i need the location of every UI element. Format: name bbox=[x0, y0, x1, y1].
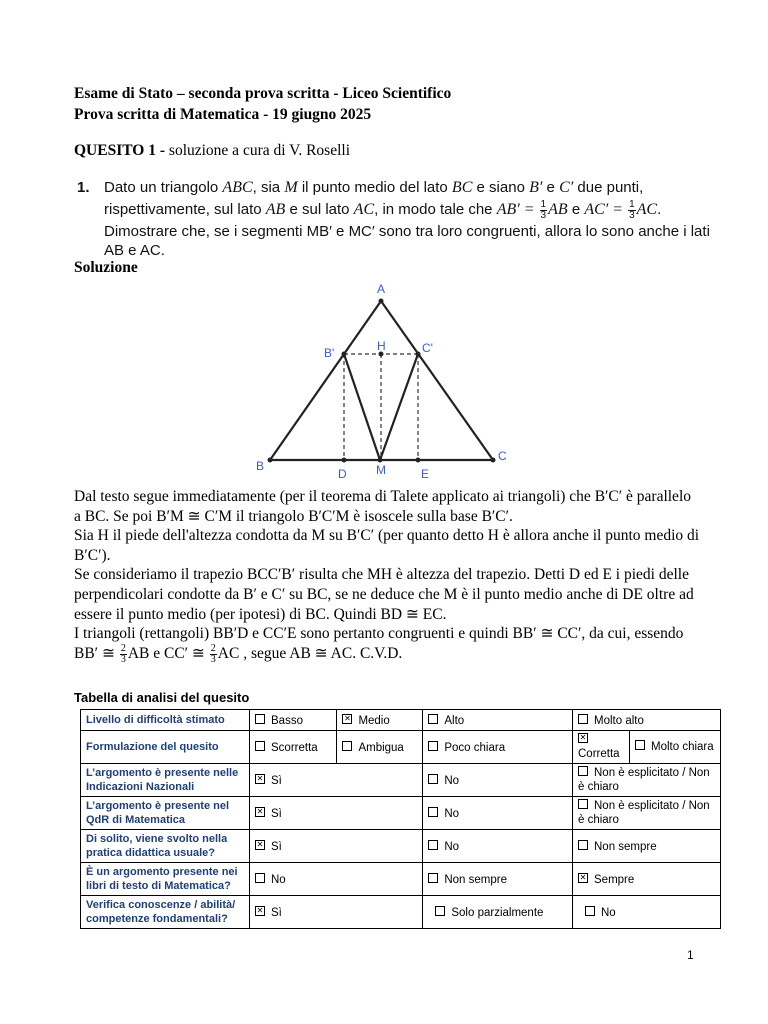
label-e: E bbox=[421, 467, 430, 479]
checkbox-icon[interactable] bbox=[428, 774, 438, 784]
checkbox-icon[interactable] bbox=[255, 741, 265, 751]
option-cell[interactable]: ✕ Corretta bbox=[573, 731, 630, 764]
option-cell[interactable]: Ambigua bbox=[337, 731, 423, 764]
row-label: Livello di difficoltà stimato bbox=[81, 710, 250, 731]
problem-statement bbox=[73, 176, 710, 260]
label-bp: B' bbox=[324, 346, 335, 360]
option-cell[interactable]: No bbox=[250, 863, 423, 896]
table-row bbox=[81, 797, 721, 830]
label-h: H bbox=[377, 339, 386, 353]
problem-number: 1. bbox=[77, 179, 90, 196]
checkbox-icon[interactable] bbox=[428, 714, 438, 724]
checked-checkbox-icon[interactable] bbox=[255, 906, 265, 916]
problem-line-1: Dato un triangolo ABC, sia M il punto medio del lato BC e siano B′ e C′ due punti, bbox=[104, 179, 644, 196]
option-cell[interactable]: No bbox=[423, 764, 573, 797]
row-label: L’argomento è presente nel QdR di Matematica bbox=[81, 797, 250, 830]
checked-checkbox-icon[interactable] bbox=[578, 873, 588, 883]
row-label: L’argomento è presente nelle Indicazioni Nazionali bbox=[81, 764, 250, 797]
label-m: M bbox=[376, 463, 386, 477]
option-cell[interactable]: ✕ Sempre bbox=[573, 863, 721, 896]
option-cell[interactable]: Molto chiara bbox=[630, 731, 721, 764]
row-label: Di solito, viene svolto nella pratica didattica usuale? bbox=[81, 830, 250, 863]
problem-line-2: rispettivamente, sul lato AB e sul lato AC, in modo tale che AB′ = $\frac{1}{3}$ AB e AC′ = $\frac{1}{3}$ AC. bbox=[104, 198, 662, 221]
checkbox-icon[interactable] bbox=[635, 740, 645, 750]
table-title: Tabella di analisi del quesito bbox=[74, 690, 250, 705]
point-bp bbox=[342, 352, 347, 357]
solution-paragraph-2: Sia H il piede dell'altezza condotta da M su B′C′ (per quanto detto H è allora anche il punto medio di B′C′). bbox=[74, 527, 700, 564]
fraction-one-third-2: $\frac{1}{3}$ bbox=[629, 198, 635, 221]
checked-checkbox-icon[interactable] bbox=[255, 807, 265, 817]
solution-paragraph-3: Se consideriamo il trapezio BCC′B′ risulta che MH è altezza del trapezio. Detti D ed E i piedi delle perpendicolari condotte da B′ e C′ su BC, se ne deduce che M è il punto medio anche di DE oltre ad essere il punto medio (per ipotesi) di BC. Quindi BD ≅ EC. bbox=[74, 566, 694, 623]
option-cell[interactable]: ✕Sì bbox=[250, 797, 423, 830]
solution-paragraph-5: BB′ ≅ $\frac{2}{3}$ AB e CC′ ≅ $\frac{2}{3}$ AC , segue AB ≅ AC. C.V.D. bbox=[74, 642, 403, 665]
table-row bbox=[81, 710, 721, 731]
side-ac bbox=[381, 301, 493, 460]
quesito-heading bbox=[74, 142, 350, 160]
solution-paragraph-4: I triangoli (rettangoli) BB′D e CC′E sono pertanto congruenti e quindi BB′ ≅ CC′, da cui, essendo bbox=[74, 625, 684, 643]
option-cell[interactable]: Non sempre bbox=[423, 863, 573, 896]
label-c: C bbox=[498, 449, 507, 463]
option-cell[interactable]: No bbox=[573, 896, 721, 929]
solution-paragraph-1: Dal testo segue immediatamente (per il teorema di Talete applicato ai triangoli) che B′C′ è parallelo a BC. Se poi B′M ≅ C′M il triangolo B′C′M è isoscele sulla base B′C′. bbox=[74, 488, 691, 525]
row-label: Formulazione del quesito bbox=[81, 731, 250, 764]
checkbox-icon[interactable] bbox=[428, 873, 438, 883]
problem-line-4: AB e AC. bbox=[104, 242, 165, 259]
option-cell[interactable]: Solo parzialmente bbox=[423, 896, 573, 929]
checked-checkbox-icon[interactable] bbox=[578, 733, 588, 743]
exam-subtitle: Prova scritta di Matematica - 19 giugno 2025 bbox=[74, 106, 372, 123]
option-cell[interactable]: ✕ Medio bbox=[337, 710, 423, 731]
checkbox-icon[interactable] bbox=[578, 799, 588, 809]
checkbox-icon[interactable] bbox=[578, 714, 588, 724]
exam-title: Esame di Stato – seconda prova scritta - Liceo Scientifico bbox=[74, 85, 452, 102]
table-row bbox=[81, 731, 721, 764]
label-d: D bbox=[338, 467, 347, 479]
quesito-author: soluzione a cura di V. Roselli bbox=[165, 142, 351, 159]
row-label: È un argomento presente nei libri di testo di Matematica? bbox=[81, 863, 250, 896]
table-row bbox=[81, 830, 721, 863]
fraction-two-thirds-2: $\frac{2}{3}$ bbox=[210, 642, 216, 665]
option-cell[interactable]: ✕Sì bbox=[250, 830, 423, 863]
point-m bbox=[378, 458, 383, 463]
solution-text bbox=[74, 487, 700, 665]
checkbox-icon[interactable] bbox=[255, 714, 265, 724]
checkbox-icon[interactable] bbox=[428, 840, 438, 850]
solution-heading: Soluzione bbox=[74, 259, 138, 276]
table-row bbox=[81, 896, 721, 929]
option-cell[interactable]: ✕Sì bbox=[250, 764, 423, 797]
checkbox-icon[interactable] bbox=[255, 873, 265, 883]
label-a: A bbox=[377, 282, 386, 296]
option-cell[interactable]: Non sempre bbox=[573, 830, 721, 863]
checkbox-icon[interactable] bbox=[342, 741, 352, 751]
fraction-one-third: $\frac{1}{3}$ bbox=[540, 198, 547, 221]
point-e bbox=[416, 458, 421, 463]
analysis-table bbox=[80, 709, 721, 929]
point-b bbox=[268, 458, 273, 463]
triangle-figure bbox=[248, 279, 518, 479]
point-a bbox=[379, 299, 384, 304]
checkbox-icon[interactable] bbox=[435, 906, 445, 916]
option-cell[interactable]: No bbox=[423, 797, 573, 830]
point-c bbox=[491, 458, 496, 463]
option-cell[interactable]: Basso bbox=[250, 710, 337, 731]
row-label: Verifica conoscenze / abilità/ competenze fondamentali? bbox=[81, 896, 250, 929]
page-number: 1 bbox=[687, 948, 694, 962]
checkbox-icon[interactable] bbox=[428, 741, 438, 751]
option-cell[interactable]: Non è esplicitato / Non è chiaro bbox=[573, 764, 721, 797]
checkbox-icon[interactable] bbox=[578, 840, 588, 850]
table-row bbox=[81, 764, 721, 797]
checkbox-icon[interactable] bbox=[578, 766, 588, 776]
checked-checkbox-icon[interactable] bbox=[342, 714, 352, 724]
checkbox-icon[interactable] bbox=[585, 906, 595, 916]
label-b: B bbox=[256, 459, 265, 473]
checked-checkbox-icon[interactable] bbox=[255, 840, 265, 850]
segment-mcp bbox=[380, 354, 418, 460]
table-row bbox=[81, 863, 721, 896]
point-cp bbox=[416, 352, 421, 357]
problem-line-3: Dimostrare che, se i segmenti MB′ e MC′ sono tra loro congruenti, allora lo sono anche i lati bbox=[104, 223, 710, 240]
checkbox-icon[interactable] bbox=[428, 807, 438, 817]
option-cell[interactable]: Alto bbox=[423, 710, 573, 731]
option-cell[interactable]: Poco chiara bbox=[423, 731, 573, 764]
option-cell[interactable]: No bbox=[423, 830, 573, 863]
option-cell[interactable]: Molto alto bbox=[573, 710, 721, 731]
label-cp: C' bbox=[422, 341, 433, 355]
point-d bbox=[342, 458, 347, 463]
side-ab bbox=[270, 301, 381, 460]
option-cell[interactable]: Scorretta bbox=[250, 731, 337, 764]
checked-checkbox-icon[interactable] bbox=[255, 774, 265, 784]
option-cell[interactable]: ✕Sì bbox=[250, 896, 423, 929]
fraction-two-thirds: $\frac{2}{3}$ bbox=[120, 642, 126, 665]
segment-mbp bbox=[344, 354, 380, 460]
quesito-label: QUESITO 1 - bbox=[74, 142, 166, 159]
option-cell[interactable]: Non è esplicitato / Non è chiaro bbox=[573, 797, 721, 830]
